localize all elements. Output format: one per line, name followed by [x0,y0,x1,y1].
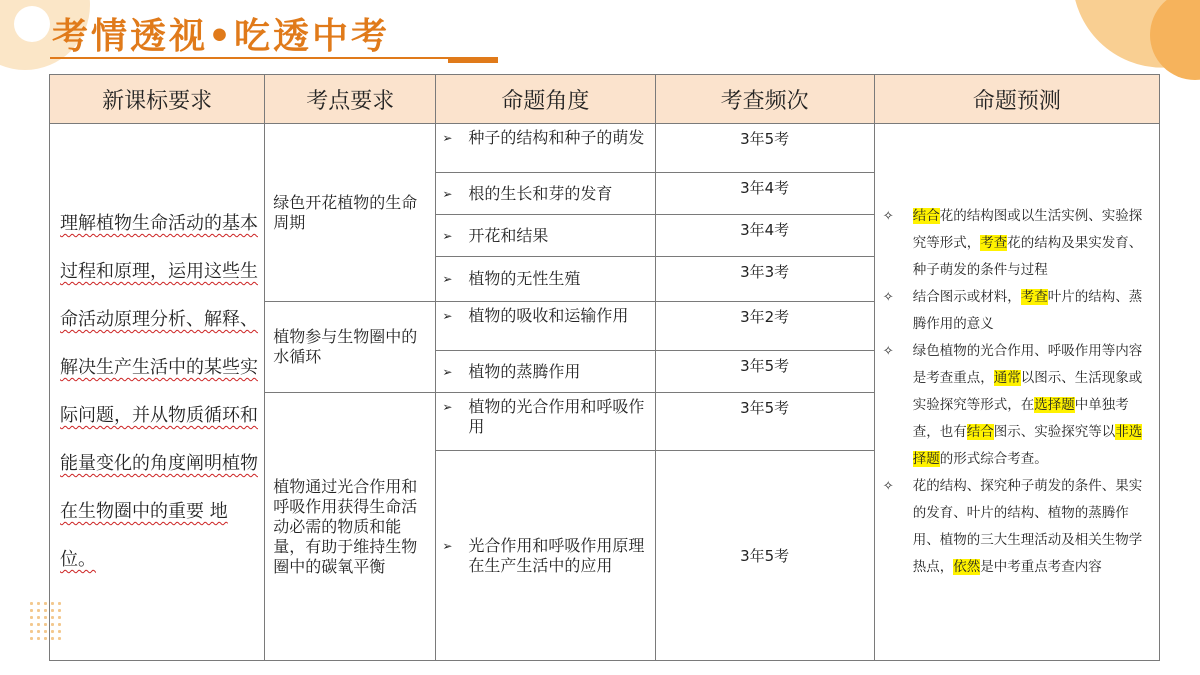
highlighted-keyword: 考查 [1020,289,1048,305]
frequency-cell: 3年2考 [655,302,874,351]
highlighted-keyword: 依然 [953,559,981,575]
angle-text: 植物的光合作用和呼吸作用 [468,397,645,436]
frequency-cell: 3年5考 [655,451,874,661]
angle-cell [436,451,655,661]
table-row [50,124,1160,173]
highlighted-keyword: 结合 [966,424,994,440]
prediction-text-part: 绿色植物的光合作用、呼吸作用等内容是考查重点， [912,343,1143,386]
angle-text: 植物的吸收和运输作用 [468,306,629,325]
curriculum-requirement-cell [50,124,265,661]
arrow-icon: ➢ [442,400,453,414]
highlighted-keyword: 选择题 [1034,397,1075,413]
angle-cell [436,215,655,257]
decor-circle-inner [14,6,50,42]
header-exam-points: 考点要求 [265,75,436,124]
angle-cell [436,173,655,215]
arrow-icon: ➢ [442,228,453,243]
highlighted-keyword: 通常 [993,370,1021,386]
exam-analysis-table [49,74,1160,661]
prediction-text-part: 结合图示或材料， [912,289,1021,305]
prediction-text-part: 花的结构、探究种子萌发的条件、果实的发育、叶片的结构、植物的蒸腾作用、植物的三大生理活动及相关生物学热点， [912,478,1143,575]
angle-text: 开花和结果 [468,225,549,245]
highlighted-keyword: 考查 [980,235,1008,251]
decor-corner-circle [1150,0,1200,80]
title-underline [50,57,498,59]
exam-point-cell: 植物通过光合作用和呼吸作用获得生命活动必需的物质和能量，有助于维持生物圈中的碳氧平衡 [265,393,436,661]
prediction-text-part: 叶片的结构、蒸腾作用的意义 [912,289,1143,332]
prediction-item [883,284,1151,338]
highlighted-keyword: 结合 [912,208,940,224]
prediction-item [883,203,1151,284]
angle-text: 植物的无性生殖 [468,269,581,288]
sparkle-bullet-icon: ✧ [882,290,894,305]
prediction-text-part: 花的结构图或以生活实例、实验探究等形式， [912,208,1143,251]
highlighted-keyword: 非选择题 [912,424,1143,467]
prediction-text-part: 是中考重点考查内容 [980,559,1102,575]
header-prediction: 命题预测 [874,75,1159,124]
prediction-cell [874,124,1159,661]
angle-text: 根的生长和芽的发育 [468,183,613,203]
angle-text: 光合作用和呼吸作用原理在生产生活中的应用 [468,535,645,575]
sparkle-bullet-icon: ✧ [882,479,894,494]
sparkle-bullet-icon: ✧ [882,344,894,359]
arrow-icon: ➢ [442,364,453,379]
title-accent-dash [448,57,498,63]
prediction-text [913,284,1151,338]
table-header-row [50,75,1160,124]
angle-cell [436,351,655,393]
angle-cell [436,124,655,173]
frequency-cell: 3年5考 [655,393,874,451]
frequency-cell: 3年4考 [655,215,874,257]
prediction-text-part: 以图示、生活现象或实验探究等形式，在 [912,370,1143,413]
arrow-icon: ➢ [442,186,453,201]
angle-cell [436,393,655,451]
arrow-icon: ➢ [442,131,453,145]
frequency-cell: 3年5考 [655,351,874,393]
header-question-angle: 命题角度 [436,75,655,124]
prediction-text [913,473,1151,581]
curriculum-requirement-text: 理解植物生命活动的基本过程和原理，运用这些生命活动原理分析、解释、解决生产生活中的某些实际问题，并从物质循环和能量变化的角度阐明植物在生物圈中的重要 地位。 [60,213,258,570]
angle-cell [436,302,655,351]
prediction-text [913,203,1151,284]
angle-text: 植物的蒸腾作用 [468,361,581,381]
frequency-cell: 3年4考 [655,173,874,215]
prediction-text-part: 花的结构及果实发育、种子萌发的条件与过程 [912,235,1143,278]
page-title: 考情透视•吃透中考 [52,16,391,57]
arrow-icon: ➢ [442,538,453,553]
exam-point-cell: 绿色开花植物的生命周期 [265,124,436,302]
arrow-icon: ➢ [442,309,453,323]
prediction-item [883,473,1151,581]
exam-point-cell: 植物参与生物圈中的水循环 [265,302,436,393]
sparkle-bullet-icon: ✧ [882,209,894,224]
header-curriculum: 新课标要求 [50,75,265,124]
arrow-icon: ➢ [442,272,453,286]
angle-text: 种子的结构和种子的萌发 [468,128,645,147]
angle-cell [436,257,655,302]
prediction-text-part: 图示、实验探究等以 [993,424,1116,440]
prediction-item [883,338,1151,473]
frequency-cell: 3年3考 [655,257,874,302]
prediction-text-part: 中单独考查，也有 [912,397,1129,440]
prediction-text [913,338,1151,473]
frequency-cell: 3年5考 [655,124,874,173]
prediction-text-part: 的形式综合考查。 [939,451,1048,467]
header-frequency: 考查频次 [655,75,874,124]
